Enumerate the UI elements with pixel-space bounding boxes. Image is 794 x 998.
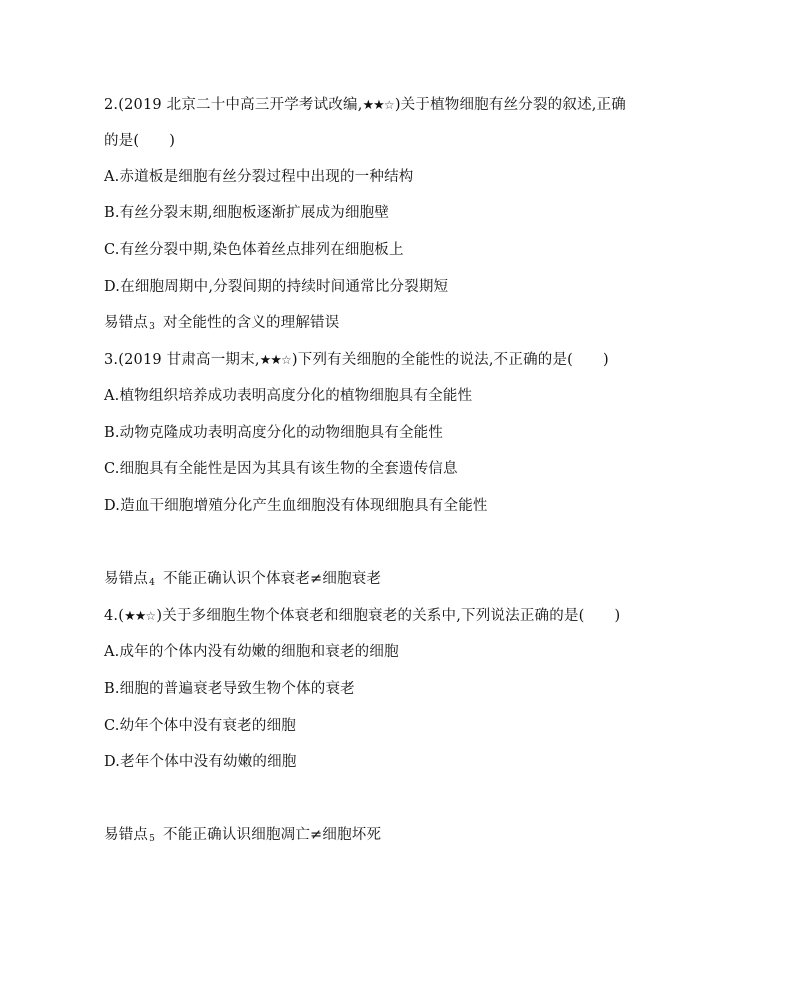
difficulty-star-outline-icon: ☆ [383,98,395,112]
error-point-number: 5 [149,834,156,844]
option-b: B.动物克隆成功表明高度分化的动物细胞具有全能性 [104,425,444,441]
question-source: (2019 甘肃高一期末, [118,352,260,368]
open-paren: ( [118,608,125,624]
error-point-text: 对全能性的含义的理解错误 [163,315,340,331]
question-source: (2019 北京二十中高三开学考试改编, [118,97,363,113]
question-4-stem [104,606,620,627]
difficulty-star-icon: ★★ [124,609,146,624]
error-point-number: 4 [149,578,156,588]
error-point-label: 易错点 [104,571,149,587]
option-d: D.在细胞周期中,分裂间期的持续时间通常比分裂期短 [104,279,449,295]
error-point-heading-4 [104,569,381,593]
option-a: A.植物组织培养成功表明高度分化的植物细胞具有全能性 [104,388,473,404]
error-point-label: 易错点 [104,315,149,331]
error-point-number: 3 [149,322,156,332]
option-b: B.细胞的普遍衰老导致生物个体的衰老 [104,681,355,697]
question-stem-text: )关于多细胞生物个体衰老和细胞衰老的关系中,下列说法正确的是( [156,608,585,624]
difficulty-star-icon: ★★ [362,98,384,113]
option-a: A.成年的个体内没有幼嫩的细胞和衰老的细胞 [104,644,399,660]
error-point-heading-3 [104,313,339,337]
option-d: D.老年个体中没有幼嫩的细胞 [104,754,297,770]
question-stem: )关于植物细胞有丝分裂的叙述,正确 [394,97,626,113]
error-point-label: 易错点 [104,827,149,843]
difficulty-star-outline-icon: ☆ [145,609,157,623]
question-2-stem-line2 [104,131,175,151]
question-number: 2. [104,97,119,113]
option-c: C.有丝分裂中期,染色体着丝点排列在细胞板上 [104,242,404,258]
question-number: 4. [104,608,119,624]
option-a: A.赤道板是细胞有丝分裂过程中出现的一种结构 [104,169,414,185]
option-c: C.细胞具有全能性是因为其具有该生物的全套遗传信息 [104,461,458,477]
answer-close-paren: ) [169,133,176,149]
question-2-stem-line1 [104,95,626,116]
question-stem: 的是( [104,133,140,149]
option-b: B.有丝分裂末期,细胞板逐渐扩展成为细胞壁 [104,205,390,221]
answer-close-paren: ) [614,608,621,624]
error-point-text: 不能正确认识细胞凋亡≠细胞坏死 [163,827,382,843]
question-stem-text: )下列有关细胞的全能性的说法,不正确的是( [291,352,574,368]
error-point-text: 不能正确认识个体衰老≠细胞衰老 [163,571,382,587]
option-d: D.造血干细胞增殖分化产生血细胞没有体现细胞具有全能性 [104,498,488,514]
error-point-heading-5 [104,825,381,849]
difficulty-star-outline-icon: ☆ [280,353,292,367]
difficulty-star-icon: ★★ [259,353,281,368]
question-number: 3. [104,352,119,368]
question-3-stem [104,350,609,371]
answer-close-paren: ) [603,352,609,368]
option-c: C.幼年个体中没有衰老的细胞 [104,718,296,734]
